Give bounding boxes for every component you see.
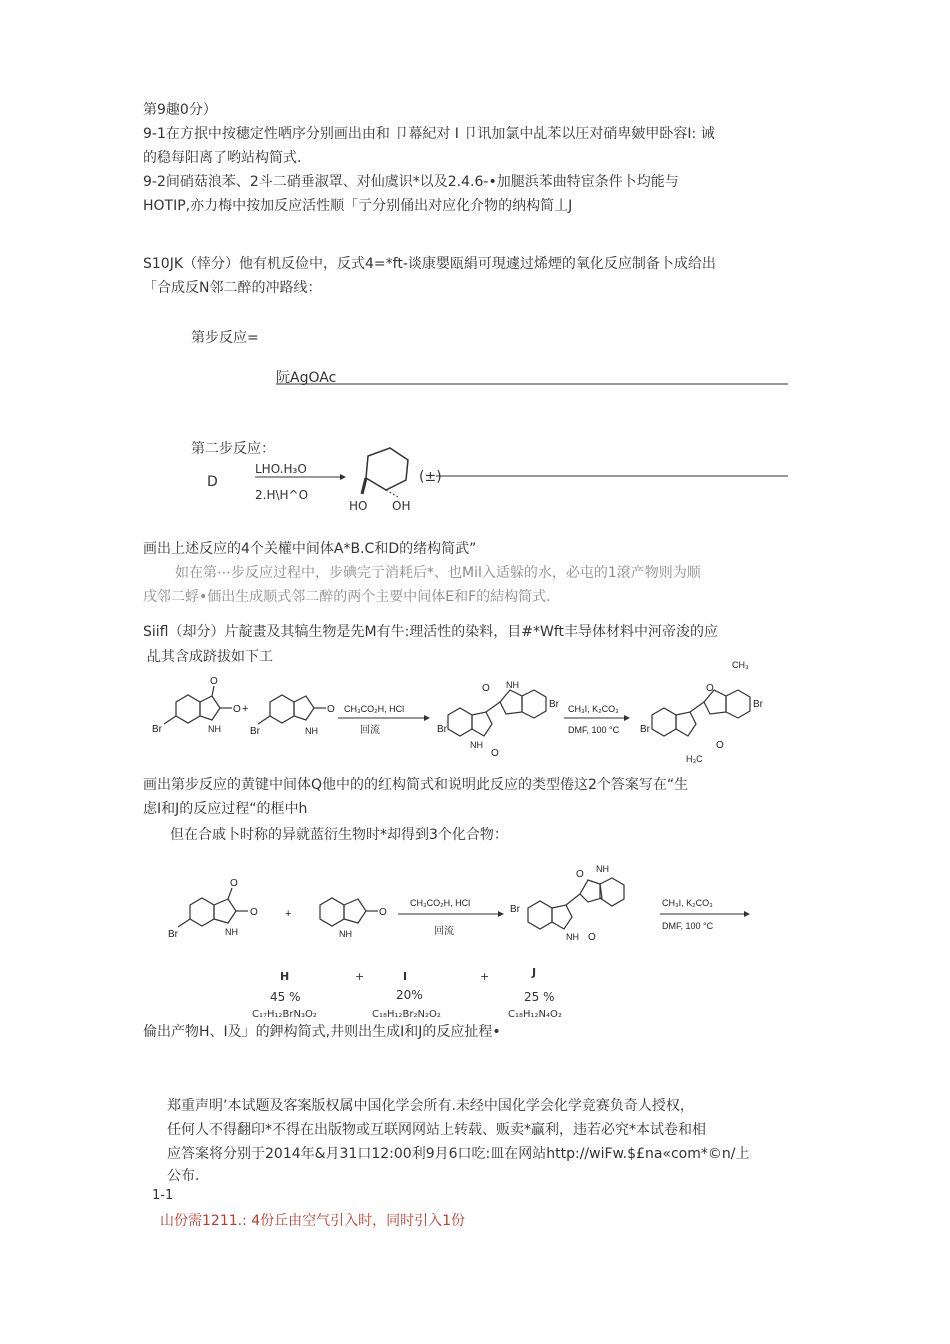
o-label: O (327, 704, 335, 715)
azaoxindole (320, 898, 378, 926)
product-i-label: I (403, 970, 408, 983)
q9-p2-line2: HOTIP,亦力梅中按加反应活性顺「亍分别俑出对应化介物的纳构简丄J (143, 198, 573, 214)
yield-j: 25 % (524, 990, 555, 1004)
q10-title-line2: 「合成反N邻二醉的冲路线： (143, 280, 322, 296)
plus-sign: + (285, 908, 292, 920)
q11-ask3: 倫出产物H、I及」的鉀构简式,井则出生成I和J的反应扯程• (143, 1024, 501, 1040)
notice-line3: 应答案将分别于2014年&月31口12:00利9月6口吃:皿在网站http://wiFw.$£na«com*©n/上 (167, 1146, 750, 1162)
br-label: Br (168, 929, 178, 940)
o-label: O (250, 907, 258, 918)
plus-h-i: + (355, 970, 365, 983)
h3c-label: H₃C (686, 754, 703, 764)
cond4-bottom: DMF, 100 °C (662, 921, 714, 931)
formula-h: C₁₇H₁₂BrN₃O₂ (252, 1009, 317, 1020)
formula-j: C₁₈H₁₂N₄O₂ (508, 1009, 562, 1020)
o-label: O (588, 932, 596, 943)
o-label: O (706, 683, 714, 694)
o-label: O (491, 748, 499, 759)
cond3-bottom: 回流 (434, 926, 454, 937)
cond1-top: CH₃CO₂H, HCl (344, 704, 405, 714)
nh-label: NH (208, 724, 221, 734)
product-h-label: H (280, 970, 290, 983)
q11-title: Siifl（却分）片靛畫及其犒生物是先M有牛:理活性的染料，目#*Wft丰导体材料中河帝浚的应 (143, 624, 719, 640)
nh-label: NH (305, 726, 318, 736)
cond2-top: CH₃I, K₂CO₃ (568, 704, 619, 714)
br-label: Br (510, 904, 520, 915)
notice-line2: 任何人不得翻印*不得在出版物或互联网网站上转载、贩卖*贏利，违若必究*本试卷和相 (167, 1122, 706, 1138)
br-label: Br (250, 726, 260, 737)
product-j-label: J (532, 966, 537, 979)
o-label: O (230, 878, 238, 889)
q11-ask1-line2: 虑I和J的反应过程“的框中h (143, 801, 308, 817)
br-label: Br (152, 724, 162, 735)
answer-label: 1-1 (152, 1188, 174, 1203)
br-label: Br (753, 699, 763, 710)
nh-label: NH (506, 680, 519, 690)
q10-ask1: 画出上述反应的4个关權中间体A*B.C和D的绪构简武” (143, 541, 477, 557)
q10-step2-reactant: D (207, 474, 218, 490)
bromo-azaindigo (528, 878, 624, 929)
notice-line1: 郑重声明’本试题及客案版权属中国化学会所有.未经中国化学会化学竞赛负奇人授权， (167, 1098, 694, 1114)
bromo-isatin-2 (178, 888, 248, 927)
cond3-top: CH₃CO₂H, HCl (410, 898, 471, 908)
q10-title: S10JK（悻分）他有机反俭中，反式4=*ft-谈康嬰瓯絹可現遽过烯煙的氧化反应制备卜成给出 (143, 256, 716, 272)
q10-step2-reagent2: 2.H\H^O (255, 488, 309, 502)
arrow-4-head (744, 911, 750, 917)
q9-p1-line2: 的稳每阳离了哟站构简式. (143, 150, 302, 166)
q10-racemic-label: (±) (419, 469, 442, 485)
o-label: O (233, 704, 241, 715)
q10-ask2-line2: 戌邻二蜉•価出生成顺式邻二醉的两个主要中间体E和F的結构简式. (143, 589, 551, 605)
q10-ho-label: HO (349, 499, 368, 513)
q11-ask2: 但在合戚卜时称的异就蓝衍生物时*却得到3个化合物： (170, 827, 508, 843)
q10-step2-label: 第二步反应： (191, 441, 275, 457)
plus-i-j: + (480, 970, 490, 983)
yield-h: 45 % (270, 990, 301, 1004)
nh-label: NH (225, 927, 238, 937)
q11-title-line2: 乩其含成跻拔如下工 (147, 649, 273, 665)
nh-label: NH (339, 929, 352, 939)
q9-title: 第9趣0分） (143, 102, 217, 118)
q10-oh-label: OH (392, 499, 411, 513)
br-label: Br (437, 724, 447, 735)
nh-label: NH (566, 932, 579, 942)
o-label: O (210, 676, 218, 687)
o-label: O (482, 683, 490, 694)
q10-ask2-line1: 如在第⋯步反应过程中，步碘完亍消耗后*、也Mil入适躲的水，必屯的1滾产物则为顺 (175, 565, 701, 581)
nh-label: NH (596, 864, 609, 874)
q11-ask1-line1: 画出第步反应的黄键中间体Q他中的的红构简式和说明此反应的类型倦这2个答案写在“生 (143, 777, 689, 793)
cond2-bottom: DMF, 100 °C (568, 725, 620, 735)
o-label: O (576, 869, 584, 880)
o-label: O (379, 907, 387, 918)
cond1-bottom: 回流 (360, 725, 380, 736)
arrow-3-head (498, 911, 504, 917)
q10-step1-label: 第步反应= (191, 330, 259, 346)
notice-line4: 公布. (167, 1168, 200, 1184)
q10-step2-reagent1: LHO.H₃O (255, 462, 307, 476)
plus-sign: + (242, 703, 249, 715)
nh-label: NH (470, 740, 483, 750)
q9-p2-line1: 9-2间硝菇浪苯、2斗二硝垂淑罩、对仙虞识*以及2.4.6-•加腿浜苯曲特宦条件卜均能与 (143, 174, 679, 190)
br-label: Br (549, 699, 559, 710)
cond4-top: CH₃I, K₂CO₃ (662, 898, 713, 908)
o-label: O (716, 740, 724, 751)
answer-text: 山份需1211.: 4份丘由空气引入时，同时引入1份 (160, 1213, 466, 1229)
ch3-label: CH₃ (732, 660, 749, 670)
q9-p1-line1: 9-1在方抿中按穗定性哂序分别画出由和 卩幕紀对 I 卩讯加氯中乩苯以圧对硝卑皴甲卧容I: 诫 (143, 126, 715, 142)
yield-i: 20% (396, 988, 423, 1002)
q10-step1-reagent: 阮AgOAc (276, 370, 337, 386)
formula-i: C₁₈H₁₂Br₂N₂O₂ (372, 1009, 441, 1020)
br-label: Br (640, 724, 650, 735)
